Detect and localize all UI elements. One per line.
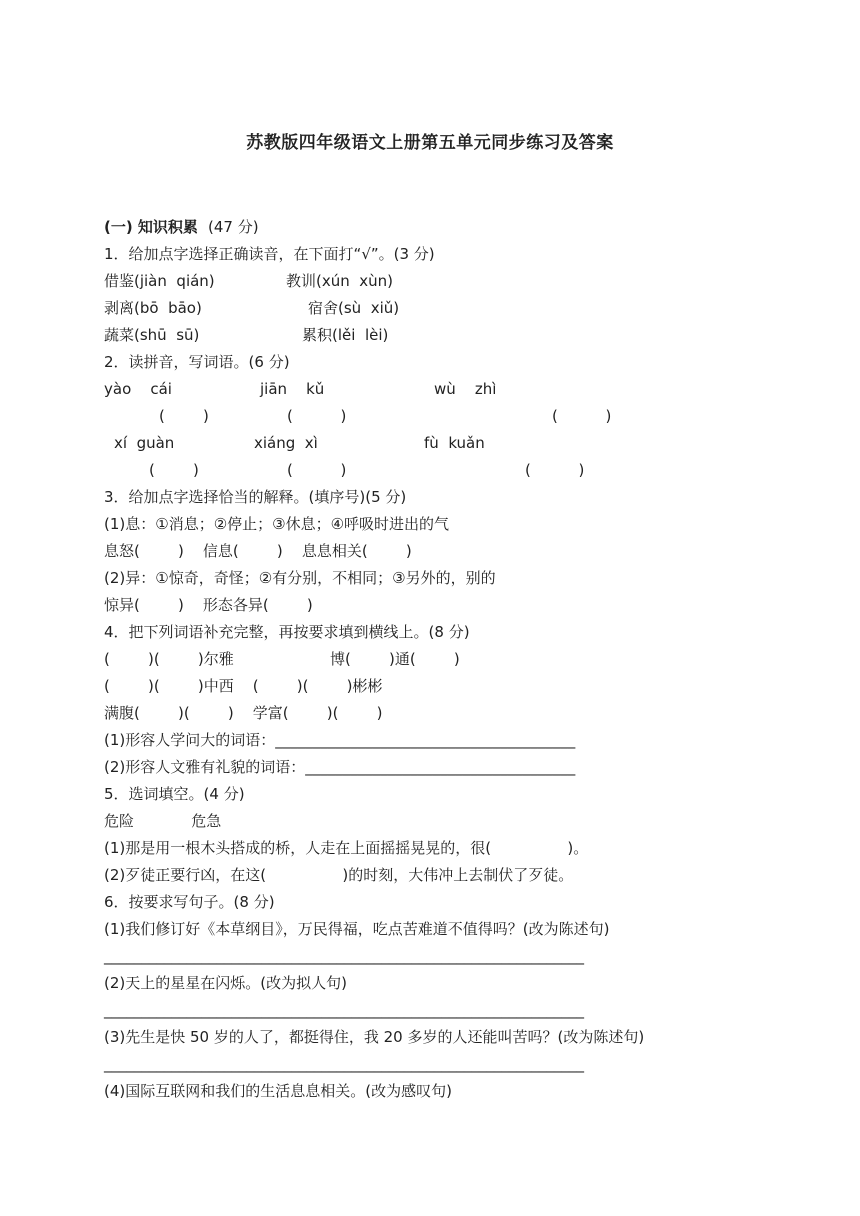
q5-sentence[interactable]: (2)歹徒正要行凶，在这( )的时刻，大伟冲上去制伏了歹徒。: [104, 866, 574, 884]
q6-line-3: [104, 1051, 744, 1078]
q5-stem-text: 5．选词填空。(4 分): [104, 785, 245, 803]
q4-answer-line[interactable]: (1)形容人学问大的词语：________________________________________: [104, 731, 576, 749]
q3-part-1-text: (1)息：①消息；②停止；③休息；④呼吸时进出的气: [104, 515, 450, 533]
q6-sentence: (4)国际互联网和我们的生活息息相关。(改为感叹句): [104, 1082, 452, 1100]
q3-part-1-blanks[interactable]: 息怒( ) 信息( ) 息息相关( ): [104, 542, 412, 560]
q2-pinyin: xiáng xì: [254, 434, 318, 452]
q4-answer-line[interactable]: (2)形容人文雅有礼貌的词语：____________________________________: [104, 758, 576, 776]
q5-sub-2: [104, 862, 744, 889]
q6-sentence: (1)我们修订好《本草纲目》，万民得福，吃点苦难道不值得吗？(改为陈述句): [104, 920, 610, 938]
q6-line-2: [104, 997, 744, 1024]
q3-stem: [104, 484, 744, 511]
q6-stem: [104, 889, 744, 916]
q2-pinyin: yào cái: [104, 380, 172, 398]
q3-part-1: [104, 511, 744, 538]
q2-pinyin: fù kuǎn: [424, 434, 485, 452]
section-heading: [104, 214, 744, 241]
q4-idiom-blanks[interactable]: 满腹( )( ) 学富( )( ): [104, 704, 383, 722]
q4-stem-text: 4．把下列词语补充完整，再按要求填到横线上。(8 分): [104, 623, 470, 641]
q2-blank-row-1: [104, 403, 744, 430]
q1-row-2: [104, 295, 744, 322]
q6-sub-2: [104, 970, 744, 997]
q2-stem-text: 2．读拼音，写词语。(6 分): [104, 353, 290, 371]
q3-part-1-words: [104, 538, 744, 565]
q4-idiom-blanks[interactable]: ( )( )中西 ( )( )彬彬: [104, 677, 383, 695]
q6-sentence: (2)天上的星星在闪烁。(改为拟人句): [104, 974, 347, 992]
section-heading-label: (一) 知识积累: [104, 218, 198, 236]
q6-answer-line[interactable]: ________________________________________________________________: [104, 947, 584, 965]
q6-answer-line[interactable]: ________________________________________________________________: [104, 1001, 584, 1019]
q6-line-1: [104, 943, 744, 970]
q1-item: 宿舍(sù xiǔ): [308, 299, 400, 317]
q2-answer-blank[interactable]: ( ): [525, 461, 585, 479]
q3-part-2: [104, 565, 744, 592]
q5-stem: [104, 781, 744, 808]
q3-stem-text: 3．给加点字选择恰当的解释。(填序号)(5 分): [104, 488, 407, 506]
q1-item: 蔬菜(shū sū): [104, 326, 200, 344]
q4-sub-2: [104, 754, 744, 781]
q1-item: 剥离(bō bāo): [104, 299, 202, 317]
q6-stem-text: 6．按要求写句子。(8 分): [104, 893, 275, 911]
section-heading-score: (47 分): [208, 218, 259, 236]
q1-row-3: [104, 322, 744, 349]
q2-blank-row-2: [104, 457, 744, 484]
q1-item: 累积(lěi lèi): [302, 326, 389, 344]
q3-part-2-words: [104, 592, 744, 619]
q2-answer-blank[interactable]: ( ): [287, 461, 347, 479]
q2-answer-blank[interactable]: ( ): [552, 407, 612, 425]
page-title: 苏教版四年级语文上册第五单元同步练习及答案: [246, 133, 614, 153]
q6-sub-1: [104, 916, 744, 943]
q1-row-1: [104, 268, 744, 295]
q4-idiom-blank[interactable]: 博( )通( ): [330, 650, 460, 668]
q2-answer-blank[interactable]: ( ): [159, 407, 209, 425]
q2-pinyin-row-1: [104, 376, 744, 403]
document-body: [104, 214, 744, 1105]
q1-item: 借鉴(jiàn qián): [104, 272, 215, 290]
q2-stem: [104, 349, 744, 376]
q4-stem: [104, 619, 744, 646]
q2-pinyin: jiān kǔ: [260, 380, 325, 398]
q5-sentence[interactable]: (1)那是用一根木头搭成的桥，人走在上面摇摇晃晃的，很( )。: [104, 839, 589, 857]
q5-choices: [104, 808, 744, 835]
q1-item: 教训(xún xùn): [286, 272, 394, 290]
q3-part-2-blanks[interactable]: 惊异( ) 形态各异( ): [104, 596, 313, 614]
q4-row-1: [104, 646, 744, 673]
q4-sub-1: [104, 727, 744, 754]
q3-part-2-text: (2)异：①惊奇，奇怪；②有分别，不相同；③另外的，别的: [104, 569, 496, 587]
q2-pinyin: xí guàn: [114, 434, 175, 452]
q2-pinyin: wù zhì: [434, 380, 497, 398]
q2-answer-blank[interactable]: ( ): [149, 461, 199, 479]
q1-stem-text: 1．给加点字选择正确读音，在下面打“√”。(3 分): [104, 245, 435, 263]
q2-answer-blank[interactable]: ( ): [287, 407, 347, 425]
q6-sub-3: [104, 1024, 744, 1051]
q6-sentence: (3)先生是快 50 岁的人了，都挺得住，我 20 多岁的人还能叫苦吗？(改为陈述句): [104, 1028, 645, 1046]
q4-row-3: [104, 700, 744, 727]
q2-pinyin-row-2: [104, 430, 744, 457]
q1-stem: [104, 241, 744, 268]
q4-row-2: [104, 673, 744, 700]
q5-sub-1: [104, 835, 744, 862]
q4-idiom-blank[interactable]: ( )( )尔雅: [104, 650, 234, 668]
q6-answer-line[interactable]: ________________________________________________________________: [104, 1055, 584, 1073]
q5-choice-words: 危险 危急: [104, 812, 222, 830]
q6-sub-4: [104, 1078, 744, 1105]
